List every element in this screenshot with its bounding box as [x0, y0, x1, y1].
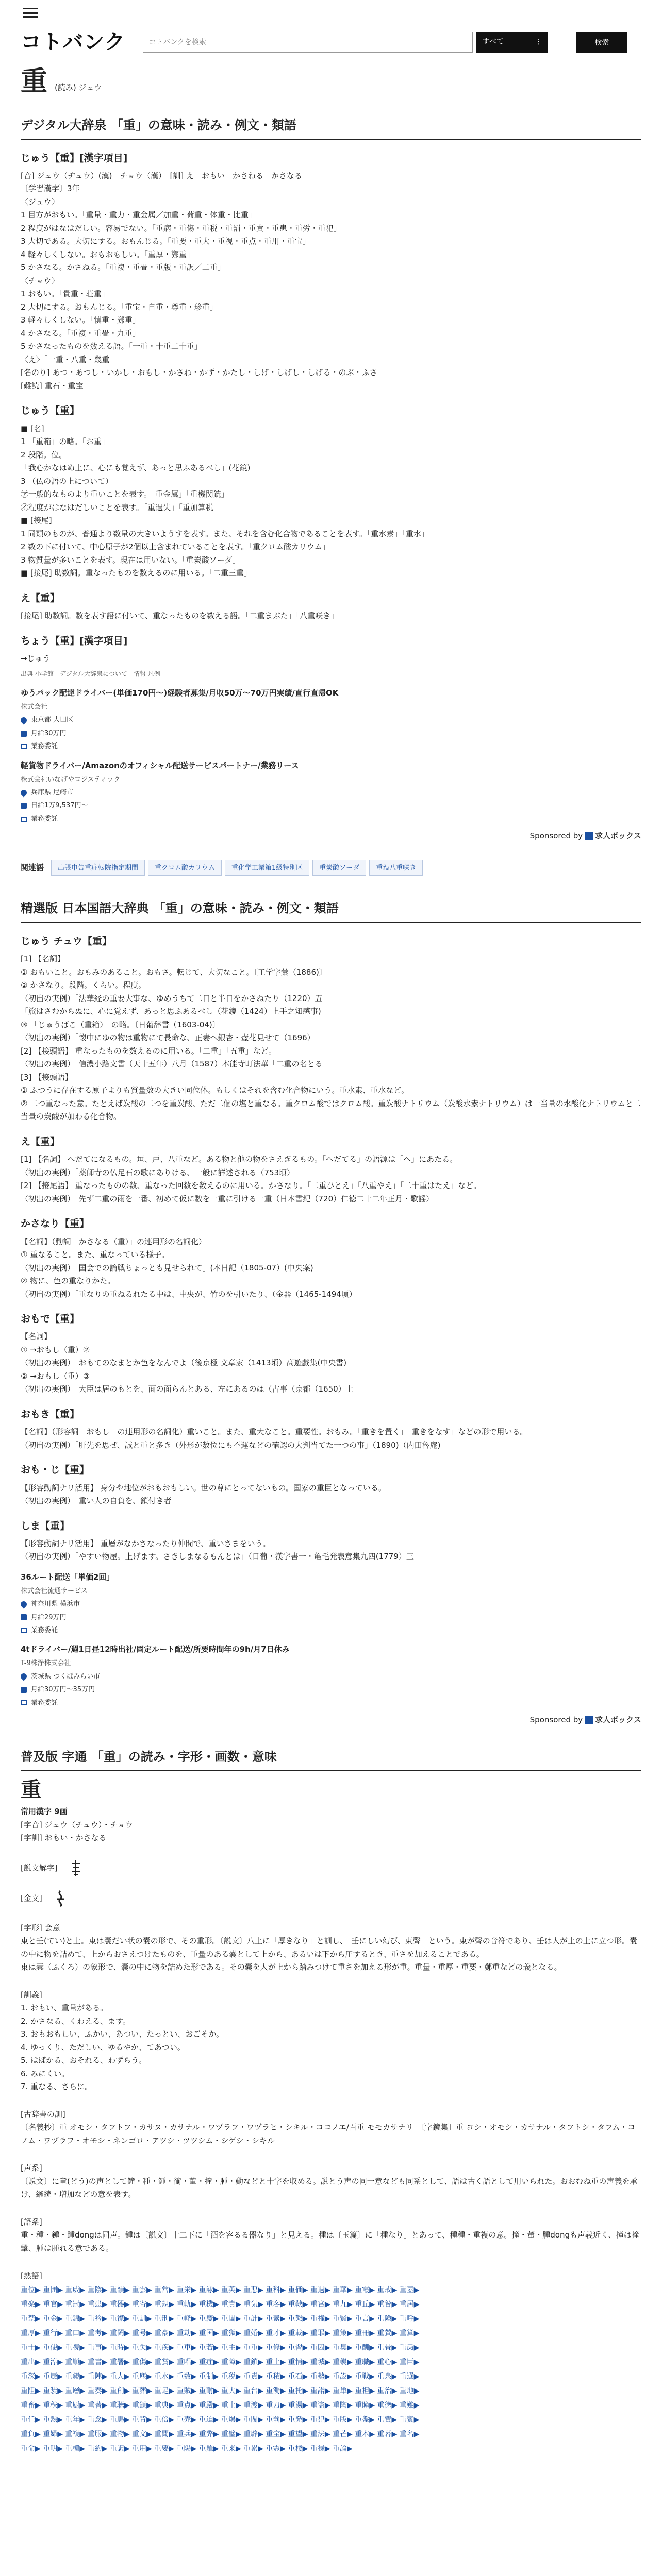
- entry-body: [21, 1537, 641, 1564]
- entry-title: おもき【重】: [21, 1408, 80, 1420]
- jukugo-row: 重厚▶ 重行▶ 重口▶ 重考▶ 重闔▶ 重号▶ 重豪▶ 重劫▶ 重国▶ 重獄▶ 重婚▶ 重才▶ 重載▶ 重罪▶ 重策▶ 重冊▶ 重賛▶ 重算▶: [21, 2329, 420, 2337]
- entry-title: じゅう【重】: [21, 405, 80, 417]
- daijisen-section-title: デジタル大辞泉 「重」の意味・読み・例文・類語: [21, 115, 641, 140]
- entry-title: おも・じ【重】: [21, 1464, 90, 1476]
- entry-line: 1. おもい、重量がある。: [21, 2003, 108, 2013]
- sponsor-label: Sponsored by: [529, 831, 583, 841]
- entry-title: じゅう チュウ【重】: [21, 936, 112, 947]
- entry-line: [音] ジュウ（ヂュウ）(漢) チョウ（漢） [訓] え おもい かさねる かさなる: [21, 171, 302, 180]
- entry-line: 6. みにくい。: [21, 2069, 70, 2078]
- job-ad[interactable]: [21, 1571, 641, 1636]
- entry-line: （初出の実例）「先ず二重の雨を一番、初めて仮に数を一重に引ける一重（日本書紀（720）仁徳二十二年正月・歌謡）: [21, 1194, 434, 1204]
- entry-line: 4 軽々しくしない。おもおもしい。「重厚・鄭重」: [21, 249, 194, 259]
- kyujinbox-logo-icon: [585, 1716, 593, 1724]
- setsumon-label: [説文解字]: [21, 1863, 58, 1873]
- chevron-down-icon: ⋮: [535, 38, 542, 46]
- entry-line: 3 大切である。大切にする。おもんじる。「重要・重大・重視・重点・重用・重宝」: [21, 236, 310, 246]
- hamburger-menu-icon[interactable]: [21, 7, 40, 19]
- kyujinbox-logo-icon: [585, 832, 593, 840]
- briefcase-icon: [21, 1700, 27, 1705]
- entry-body: [21, 1235, 641, 1301]
- entry-line: 5 かさなったものを数える語。「一重・十重二十重」: [21, 342, 202, 351]
- seal-script-glyph-icon: [70, 1859, 81, 1877]
- related-chip[interactable]: 重化学工業第1級特別区: [225, 860, 309, 876]
- entry-line: 〈チョウ〉: [21, 276, 59, 285]
- jukugo-row: 重位▶ 重囲▶ 重威▶ 重陰▶ 重韻▶ 重雲▶ 重営▶ 重栄▶ 重詠▶ 重英▶ 重悪▶ 重科▶ 重価▶ 重過▶ 重華▶ 重霞▶ 重戒▶ 重蓋▶: [21, 2285, 420, 2294]
- entry-line: [語系]: [21, 2217, 42, 2227]
- seikei-body: [21, 2162, 641, 2201]
- entry-line: 3. おもおもしい、ふかい、あつい、たっとい、おごそか。: [21, 2029, 224, 2039]
- jitsu-kanji: [21, 1780, 641, 1800]
- entry-line: 【形容動詞ナリ活用】 身分や地位がおもおもしい。世の尊にとってないもの。国家の重臣となっている。: [21, 1483, 386, 1493]
- gokei-body: [21, 2216, 641, 2256]
- job-ad-location-text: 兵庫県 尼崎市: [31, 788, 74, 796]
- entry-line: 重・種・鍾・踵dongは同声。鍾は〔説文〕十二下に「酒を容るる器なり」と見える。種は〔玉篇〕に「種なり」とあって、種種・重複の意。撞・董・腫dongも声義近く、撞は撞撃、腫は腫れる意である。: [21, 2230, 639, 2253]
- entry-line: （初出の実例）「やすい物屋。上げます。さきしまなるもんとは」（日葡・漢字書一・亀毛発表意集九四(1779）三: [21, 1552, 414, 1562]
- briefcase-icon: [21, 1628, 27, 1633]
- related-chip[interactable]: 重ね八重咲き: [369, 860, 423, 876]
- job-ads: [21, 1571, 641, 1708]
- entry-line: （初出の実例）「肝先を思ぜ、誠と重と多き（外形が数位にも不運などの確認の大判当てた一つの事」（1890)（内田魯庵): [21, 1440, 441, 1450]
- entry-line: （初出の実例）「信濃小路文書（天十五年）八月（1587）本能寺町法華「二重の名とる」: [21, 1059, 330, 1069]
- job-ad-location-text: 神奈川県 横浜市: [31, 1600, 80, 1608]
- job-ad-type-text: 業務委託: [31, 1699, 58, 1707]
- job-ad-company-text: 株式会社流通サービス: [21, 1587, 88, 1595]
- sponsor-line: [21, 1714, 641, 1726]
- entry-line: [訓義]: [21, 1990, 42, 1999]
- job-ad-salary-text: 月給30万円〜35万円: [31, 1686, 95, 1694]
- job-ad-location: [21, 787, 641, 798]
- entry-line: 2 程度がはなはだしい。容易でない。「重病・重傷・重税・重罰・重責・重患・重労・重犯」: [21, 223, 341, 233]
- entry-line: （初出の実例）「懐中にゆの物は重物にて長命な、正妻へ銀杏・壺花見せて（1696）: [21, 1033, 315, 1043]
- job-ad-location-text: 茨城県 つくばみらい市: [31, 1672, 101, 1681]
- setsumon-row: [21, 1859, 641, 1877]
- grade: 常用漢字 9画: [21, 1807, 68, 1817]
- job-ad-location-text: 東京都 大田区: [31, 716, 74, 724]
- entry-line: 〔名義抄〕重 オモシ・タフトフ・カサヌ・カサナル・ワヅラフ・ワヅラヒ・シキル・ココノエ/百重 モモカサナリ 〔字鏡集〕重 ヨシ・オモシ・カサナル・タフトシ・タフム・コノム・ワヅラフ・オモシ・ネンゴロ・アツシ・ツツシム・シゲシ・シキル: [21, 2123, 636, 2145]
- entry-line: ② 物に、色の重なりかた。: [21, 1276, 115, 1286]
- entry-line: 「旅はさむからぬに、心に覚えず、あっと思ふあるべし（花鏡（1424）上手之知感事): [21, 1007, 321, 1016]
- on-reading: [字音] ジュウ（チュウ）・チョウ: [21, 1820, 133, 1829]
- nikkoku-section-title: 精選版 日本国語大辞典 「重」の意味・読み・例文・類語: [21, 899, 641, 923]
- entry-line: 1 同類のものが、普通より数量の大きいようすを表す。また、それを含む化合物であることを表す。「重水素」「重水」: [21, 529, 429, 538]
- jukugo-row: 重阻▶ 重装▶ 重層▶ 重奏▶ 重創▶ 重葬▶ 重足▶ 重賊▶ 重耐▶ 重大▶ 重台▶ 重濁▶ 重托▶ 重諾▶ 重単▶ 重担▶ 重治▶ 重地▶: [21, 2386, 420, 2395]
- entry-line: （初出の実例）「おもてのなまとか色をなんでよ（後京極 文章家（1413頃）高遊戯集(中央書): [21, 1358, 347, 1368]
- related-label: 関連語: [21, 863, 44, 873]
- job-ad-location: [21, 1671, 641, 1682]
- entry-body: [21, 1482, 641, 1508]
- entry-line: （初出の実例）「薬師寺の仏足石の歌にありける、一般に詳述される（753頃）: [21, 1167, 295, 1177]
- job-ad-salary: [21, 728, 641, 739]
- entry-body: [21, 1426, 641, 1452]
- sponsor-label: Sponsored by: [529, 1715, 583, 1724]
- yen-icon: [21, 1614, 27, 1620]
- related-chip[interactable]: 出張申告重症転院指定期間: [51, 860, 145, 876]
- entry-line: ■ [名]: [21, 423, 44, 433]
- job-ad-company: [21, 1658, 641, 1669]
- entry-line: 3 （仏の語の上について）: [21, 476, 113, 486]
- logo-row: [0, 26, 662, 57]
- entry-title: ちょう【重】[漢字項目]: [21, 635, 128, 647]
- jukugo-label: [熟語]: [21, 2271, 42, 2281]
- bronze-script-glyph-icon: [55, 1890, 66, 1907]
- kun-reading: [字訓] おもい・かさなる: [21, 1833, 107, 1843]
- entry-line: （初出の実例）「重い人の自負を、鎖付き者: [21, 1496, 172, 1506]
- job-ad-company: [21, 702, 641, 713]
- job-ad-title[interactable]: [21, 687, 641, 700]
- entry-line: [2] 【接尾語】 重なったものの数、重なった回数を数えるのに用いる。かさなり。「二重ひとえ」「八重やえ」「二十重はたえ」など。: [21, 1181, 482, 1191]
- entry-line: （初出の実例）「重なりの重ねるれたる中は、中央が、竹のを引いたり、（金器（1465-1494頃）: [21, 1289, 357, 1299]
- job-ad-salary-text: 月給29万円: [31, 1613, 67, 1621]
- entry-line: 東は橐（ふくろ）の象形で、嚢の中に物を詰めた形である。その嚢を人が上から踏みつけて重さを加える形が重。重量・重厚・重要・鄭重などの義となる。: [21, 1962, 562, 1972]
- site-logo[interactable]: コトバンク: [21, 30, 126, 54]
- top-bar: [0, 0, 662, 26]
- entry-line: 2. かさなる、くわえる、ます。: [21, 2016, 130, 2026]
- entry-line: （初出の実例）「法華経の重要大事な、ゆめうちて二日と半日をかさねたり（1220）五: [21, 993, 323, 1003]
- search-scope-label: すべて: [482, 38, 504, 46]
- related-chip[interactable]: 重クロム酸カリウム: [148, 860, 222, 876]
- job-ad-location: [21, 1599, 641, 1609]
- source-note[interactable]: 出典 小学館 デジタル大辞泉について 情報 凡例: [21, 670, 160, 678]
- entry-line: 4. ゆっくり、ただしい、ゆるやか、てあつい。: [21, 2042, 185, 2052]
- entry-line: （初出の実例）「国会での論戦ちょっとも見せられて」(本日記（1805-07）(中央案): [21, 1263, 313, 1273]
- job-ad-company-text: 株式会社いなげやロジスティック: [21, 775, 121, 784]
- jukugo-row: 重楽▶ 重官▶ 重冠▶ 重患▶ 重器▶ 重寄▶ 重規▶ 重軌▶ 重機▶ 重貴▶ 重気▶ 重客▶ 重鞅▶ 重宮▶ 重九▶ 重丘▶ 重咎▶ 重居▶: [21, 2300, 420, 2309]
- location-pin-icon: [20, 1672, 28, 1681]
- entry-body: [21, 1153, 641, 1206]
- job-ad-salary: [21, 1684, 641, 1695]
- entry-title: しま【重】: [21, 1520, 70, 1532]
- entry-line: 4 かさなる。「重複・重畳・九重」: [21, 328, 140, 338]
- entry-line: 2 数の下に付いて、中心原子が2個以上含まれていることを表す。「重クロム酸カリウム」: [21, 542, 330, 552]
- jukugo-row: 重深▶ 重辰▶ 重親▶ 重陣▶ 重人▶ 重塵▶ 重水▶ 重数▶ 重制▶ 重税▶ 重責▶ 重積▶ 重石▶ 重勢▶ 重設▶ 重戦▶ 重泉▶ 重選▶: [21, 2372, 420, 2381]
- job-ad-title[interactable]: [21, 1643, 641, 1656]
- job-ad-type: [21, 1625, 641, 1636]
- entry-line: [名のり] あつ・あつし・いかし・おもし・かさね・かず・かたし・しげ・しげし・しげる・のぶ・ふさ: [21, 368, 377, 378]
- kungi-body: [21, 1989, 641, 2094]
- job-ad-salary-text: 日給1万9,537円〜: [31, 802, 88, 810]
- job-ad-title-text: 36ルート配送「単価2回」: [21, 1572, 114, 1582]
- related-chip[interactable]: 重炭酸ソーダ: [312, 860, 366, 876]
- entry-line: [2] 【接頭語】 重なったものを数えるのに用いる。「二重」「五重」など。: [21, 1046, 276, 1056]
- headword-reading: (読み) ジュウ: [55, 83, 102, 92]
- entry-line: [1] 【名詞】 へだてになるもの。垣、戸、八重など。ある物と他の物をさえぎるもの。「へだてる」の語源は「へ」にあたる。: [21, 1155, 458, 1164]
- job-ad-title-text: 4tドライバー/週1日昼12時出社/固定ルート配送/所要時間年の9h/月7日休み: [21, 1645, 290, 1654]
- job-ad-type: [21, 741, 641, 752]
- entry-line: 7. 重なる、さらに。: [21, 2082, 93, 2092]
- job-ad-type: [21, 1698, 641, 1708]
- jikei-body: [21, 1922, 641, 1974]
- jukugo-row: 重畜▶ 重秩▶ 重厨▶ 重著▶ 重聴▶ 重鎮▶ 重典▶ 重点▶ 重殿▶ 重土▶ 重渡▶ 重刀▶ 重湯▶ 重盗▶ 重陶▶ 重瞳▶ 重徳▶ 重難▶: [21, 2401, 420, 2410]
- entry-body: [21, 609, 641, 623]
- job-ad-title[interactable]: [21, 1571, 641, 1584]
- job-ad-location: [21, 715, 641, 725]
- job-ad-type-text: 業務委託: [31, 1626, 58, 1635]
- sponsor-brand[interactable]: 求人ボックス: [595, 1715, 641, 1724]
- sponsor-brand[interactable]: 求人ボックス: [595, 831, 641, 841]
- entry-line: 1 「重箱」の略。「お重」: [21, 437, 109, 447]
- entry-line: [接尾] 助数詞。数を表す語に付いて、重なったものを数える語。「二重まぶた」「八重咲き」: [21, 611, 339, 621]
- location-pin-icon: [20, 1600, 28, 1608]
- entry-line: 〈え〉「一重・八重・幾重」: [21, 354, 118, 364]
- entry-line: 2 大切にする。おもんじる。「重宝・自重・尊重・珍重」: [21, 302, 218, 312]
- entry-line: 1 目方がおもい。「重量・重力・重金属／加重・荷重・体重・比重」: [21, 210, 256, 220]
- entry-line: ① おもいこと。おもみのあること。おもさ。転じて、大切なこと。〔工学字彙（1886)〕: [21, 967, 327, 977]
- entry-body: [21, 422, 641, 580]
- entry-line: 〔学習漢字〕3年: [21, 184, 80, 194]
- entry-line: [声系]: [21, 2163, 42, 2173]
- job-ad-company-text: T-9株浄株式会社: [21, 1659, 71, 1668]
- entry-body: [21, 953, 641, 1124]
- entry-line: 5. はばかる、おそれる、わずらう。: [21, 2056, 147, 2065]
- entry-line: 1 おもい。「貴重・荘重」: [21, 289, 109, 299]
- entry-line: ③ 「じゅうばこ（重箱）」の略。〔日葡辞書（1603-04)〕: [21, 1020, 220, 1029]
- entry-line: ② →おもし（重）③: [21, 1371, 90, 1381]
- job-ad-title[interactable]: [21, 759, 641, 772]
- entry-line: ② 二つ重なった意。たとえば炭酸の二つを重炭酸、ただ二個の塩と重なる。重クロム酸ではクロム酸。重炭酸ナトリウム（炭酸水素ナトリウム）は一当量の水酸化ナトリウムと二当量の炭酸が加わる化合物。: [21, 1098, 641, 1122]
- jitsu-section-title: 普及版 字通 「重」の読み・字形・画数・意味: [21, 1747, 641, 1772]
- location-pin-icon: [20, 788, 28, 797]
- job-ad[interactable]: [21, 759, 641, 825]
- job-ad-type-text: 業務委託: [31, 815, 58, 823]
- briefcase-icon: [21, 817, 27, 822]
- entry-line: [1] 【名詞】: [21, 954, 65, 964]
- job-ad-company-text: 株式会社: [21, 703, 48, 711]
- entry-title: え【重】: [21, 1136, 60, 1147]
- entry-title: え【重】: [21, 592, 60, 604]
- search-button[interactable]: 検索: [576, 32, 627, 53]
- search-scope-select[interactable]: [476, 32, 548, 53]
- entry-title: じゅう【重】[漢字項目]: [21, 152, 128, 164]
- job-ad-salary: [21, 1612, 641, 1623]
- entry-title: おもで【重】: [21, 1313, 80, 1325]
- entry-line: ■ [接尾]: [21, 516, 52, 526]
- jukugo-row: 重出▶ 重淳▶ 重順▶ 重書▶ 重署▶ 重傷▶ 重賞▶ 重唱▶ 重症▶ 重障▶ 重鎖▶ 重上▶ 重情▶ 重城▶ 重襲▶ 重職▶ 重心▶ 重臣▶: [21, 2358, 420, 2366]
- kinbun-label: [金文]: [21, 1893, 42, 1903]
- entry-body: [21, 170, 641, 393]
- word-heading: [21, 68, 641, 95]
- job-ad-type-text: 業務委託: [31, 742, 58, 751]
- main-content: [0, 68, 662, 2456]
- jukugo-row: 重士▶ 重使▶ 重視▶ 重事▶ 重時▶ 重失▶ 重疾▶ 重車▶ 重若▶ 重主▶ 重重▶ 重修▶ 重習▶ 重囚▶ 重臭▶ 重酬▶ 重畳▶ 重粛▶: [21, 2343, 420, 2352]
- entry-line: [古辞書の訓]: [21, 2109, 65, 2119]
- job-ad-title-text: ゆうパック配達ドライバー(単価170円〜)経験者募集/月収50万〜70万円実績/直行直帰OK: [21, 688, 339, 698]
- entry-body: [21, 1330, 641, 1396]
- entry-line: [3] 【接頭語】: [21, 1072, 73, 1082]
- job-ad-company: [21, 774, 641, 785]
- kinbun-row: [21, 1890, 641, 1907]
- entry-line: 【名詞】（形容詞「おもし」の連用形の名詞化）重いこと。また、重大なこと。重要性。おもみ。「重きを置く」「重きをなす」などの形で用いる。: [21, 1427, 528, 1437]
- entry-line: [字形] 会意: [21, 1923, 60, 1933]
- job-ads: [21, 687, 641, 824]
- yen-icon: [21, 1687, 27, 1693]
- entry-line: 【名詞】: [21, 1332, 52, 1342]
- entry-line: ② かさなり。段階。くらい。程度。: [21, 980, 146, 990]
- related-words: [21, 858, 641, 878]
- job-ad[interactable]: [21, 687, 641, 752]
- entry-line: 3 物質量が多いことを表す。現在は用いない。「重炭酸ソーダ」: [21, 555, 240, 565]
- location-pin-icon: [20, 716, 28, 725]
- job-ad-salary: [21, 800, 641, 811]
- jukugo-row: 重負▶ 重婦▶ 重複▶ 重服▶ 重物▶ 重文▶ 重聞▶ 重兵▶ 重弊▶ 重璧▶ 重辟▶ 重宝▶ 重望▶ 重法▶ 重芒▶ 重本▶ 重幕▶ 重名▶: [21, 2430, 420, 2438]
- briefcase-icon: [21, 744, 27, 749]
- entry-line: 【形容動詞ナリ活用】 重層がなかさなったり仲間で、重いさまをいう。: [21, 1538, 271, 1548]
- headword: 重: [21, 66, 48, 97]
- entry-line: 「我心かなはぬ上に、心にも覚えず、あっと思ふあるべし」(花鏡): [21, 463, 251, 473]
- entry-line: →じゅう: [21, 653, 51, 663]
- entry-line: ① ふつうに存在する原子よりも質量数の大きい同位体。もしくはそれを含む化合物にいう。重水素、重水など。: [21, 1086, 409, 1095]
- entry-line: 2 段階。位。: [21, 450, 67, 460]
- entry-title: かさなり【重】: [21, 1218, 90, 1230]
- yen-icon: [21, 731, 27, 737]
- job-ad-title-text: 軽貨物ドライバー/Amazonのオフィシャル配送サービスパートナー/業務リース: [21, 760, 299, 770]
- yen-icon: [21, 803, 27, 809]
- entry-line: [難読] 重石・重宝: [21, 381, 84, 391]
- job-ad-type: [21, 814, 641, 824]
- job-ad-company: [21, 1586, 641, 1597]
- entry-line: ㋐一般的なものより重いことを表す。「重金属」「重機関銃」: [21, 489, 229, 499]
- entry-line: ㋑程度がはなはだしいことを表す。「重過失」「重加算税」: [21, 502, 221, 512]
- search-input[interactable]: [143, 32, 473, 53]
- job-ad[interactable]: [21, 1643, 641, 1708]
- entry-line: 3 軽々しくしない。「慎重・鄭重」: [21, 315, 140, 325]
- entry-line: ① →おもし（重）②: [21, 1345, 90, 1354]
- jukugo-row: 重任▶ 重熱▶ 重年▶ 重念▶ 重馬▶ 重背▶ 重倍▶ 重売▶ 重迫▶ 重爆▶ 重閥▶ 重罰▶ 重発▶ 重犯▶ 重版▶ 重盤▶ 重費▶ 重賓▶: [21, 2415, 420, 2424]
- jukugo-grid: [21, 2283, 641, 2456]
- search-form: [143, 32, 627, 53]
- entry-body: [21, 652, 641, 666]
- entry-line: 〔説文〕に童(どう)の声として鐘・種・鍾・衝・董・撞・腫・動などと十字を収める。説とう声の同一意なども同系として、語は古く語として用いられた。おおむね重の声義を承け、継続・増加などの意を表す。: [21, 2176, 638, 2199]
- entry-line: （初出の実例）「大臣は居のもとを、面の面らんとある、左にあるのは（古事（京都（1650）上: [21, 1384, 354, 1394]
- sponsor-line: [21, 829, 641, 842]
- jukugo-row: 重禁▶ 重金▶ 重錦▶ 重衿▶ 重襟▶ 重訓▶ 重刑▶ 重軽▶ 重慶▶ 重閨▶ 重計▶ 重繋▶ 重檠▶ 重権▶ 重賢▶ 重言▶ 重険▶ 重呼▶: [21, 2314, 420, 2323]
- entry-line: 〈ジュウ〉: [21, 197, 59, 207]
- entry-line: 【名詞】（動詞「かさなる（重）」の連用形の名詞化）: [21, 1236, 207, 1246]
- kokun-body: [21, 2108, 641, 2148]
- entry-line: ① 重なること。また、重なっている様子。: [21, 1250, 170, 1260]
- jitsu-kanji-char: 重: [21, 1778, 41, 1802]
- jukugo-row: 重命▶ 重明▶ 重模▶ 重約▶ 重訳▶ 重用▶ 重要▶ 重陽▶ 重羅▶ 重来▶ 重累▶ 重霊▶ 重楼▶ 重禄▶ 重論▶: [21, 2444, 353, 2453]
- entry-line: 5 かさなる。かさねる。「重複・重畳・重版・重訳／二重」: [21, 263, 225, 273]
- entry-line: 東と壬(てい)と土。東は嚢だい状の嚢の形で、その重形。〔説文〕八上に「厚きなり」と訓し、「壬にしい幻び、東聲」という。東が聲の音符であり、壬は人が土の上に立つ形。嚢の中に物を詰めて、上からおさえつけたものを、重量のある嚢として上から、あるいは下から圧するとき、重さを加えることである。: [21, 1936, 637, 1959]
- entry-line: ■ [接尾] 助数詞。重なったものを数えるのに用いる。「二重三重」: [21, 568, 252, 578]
- job-ad-salary-text: 月給30万円: [31, 729, 67, 737]
